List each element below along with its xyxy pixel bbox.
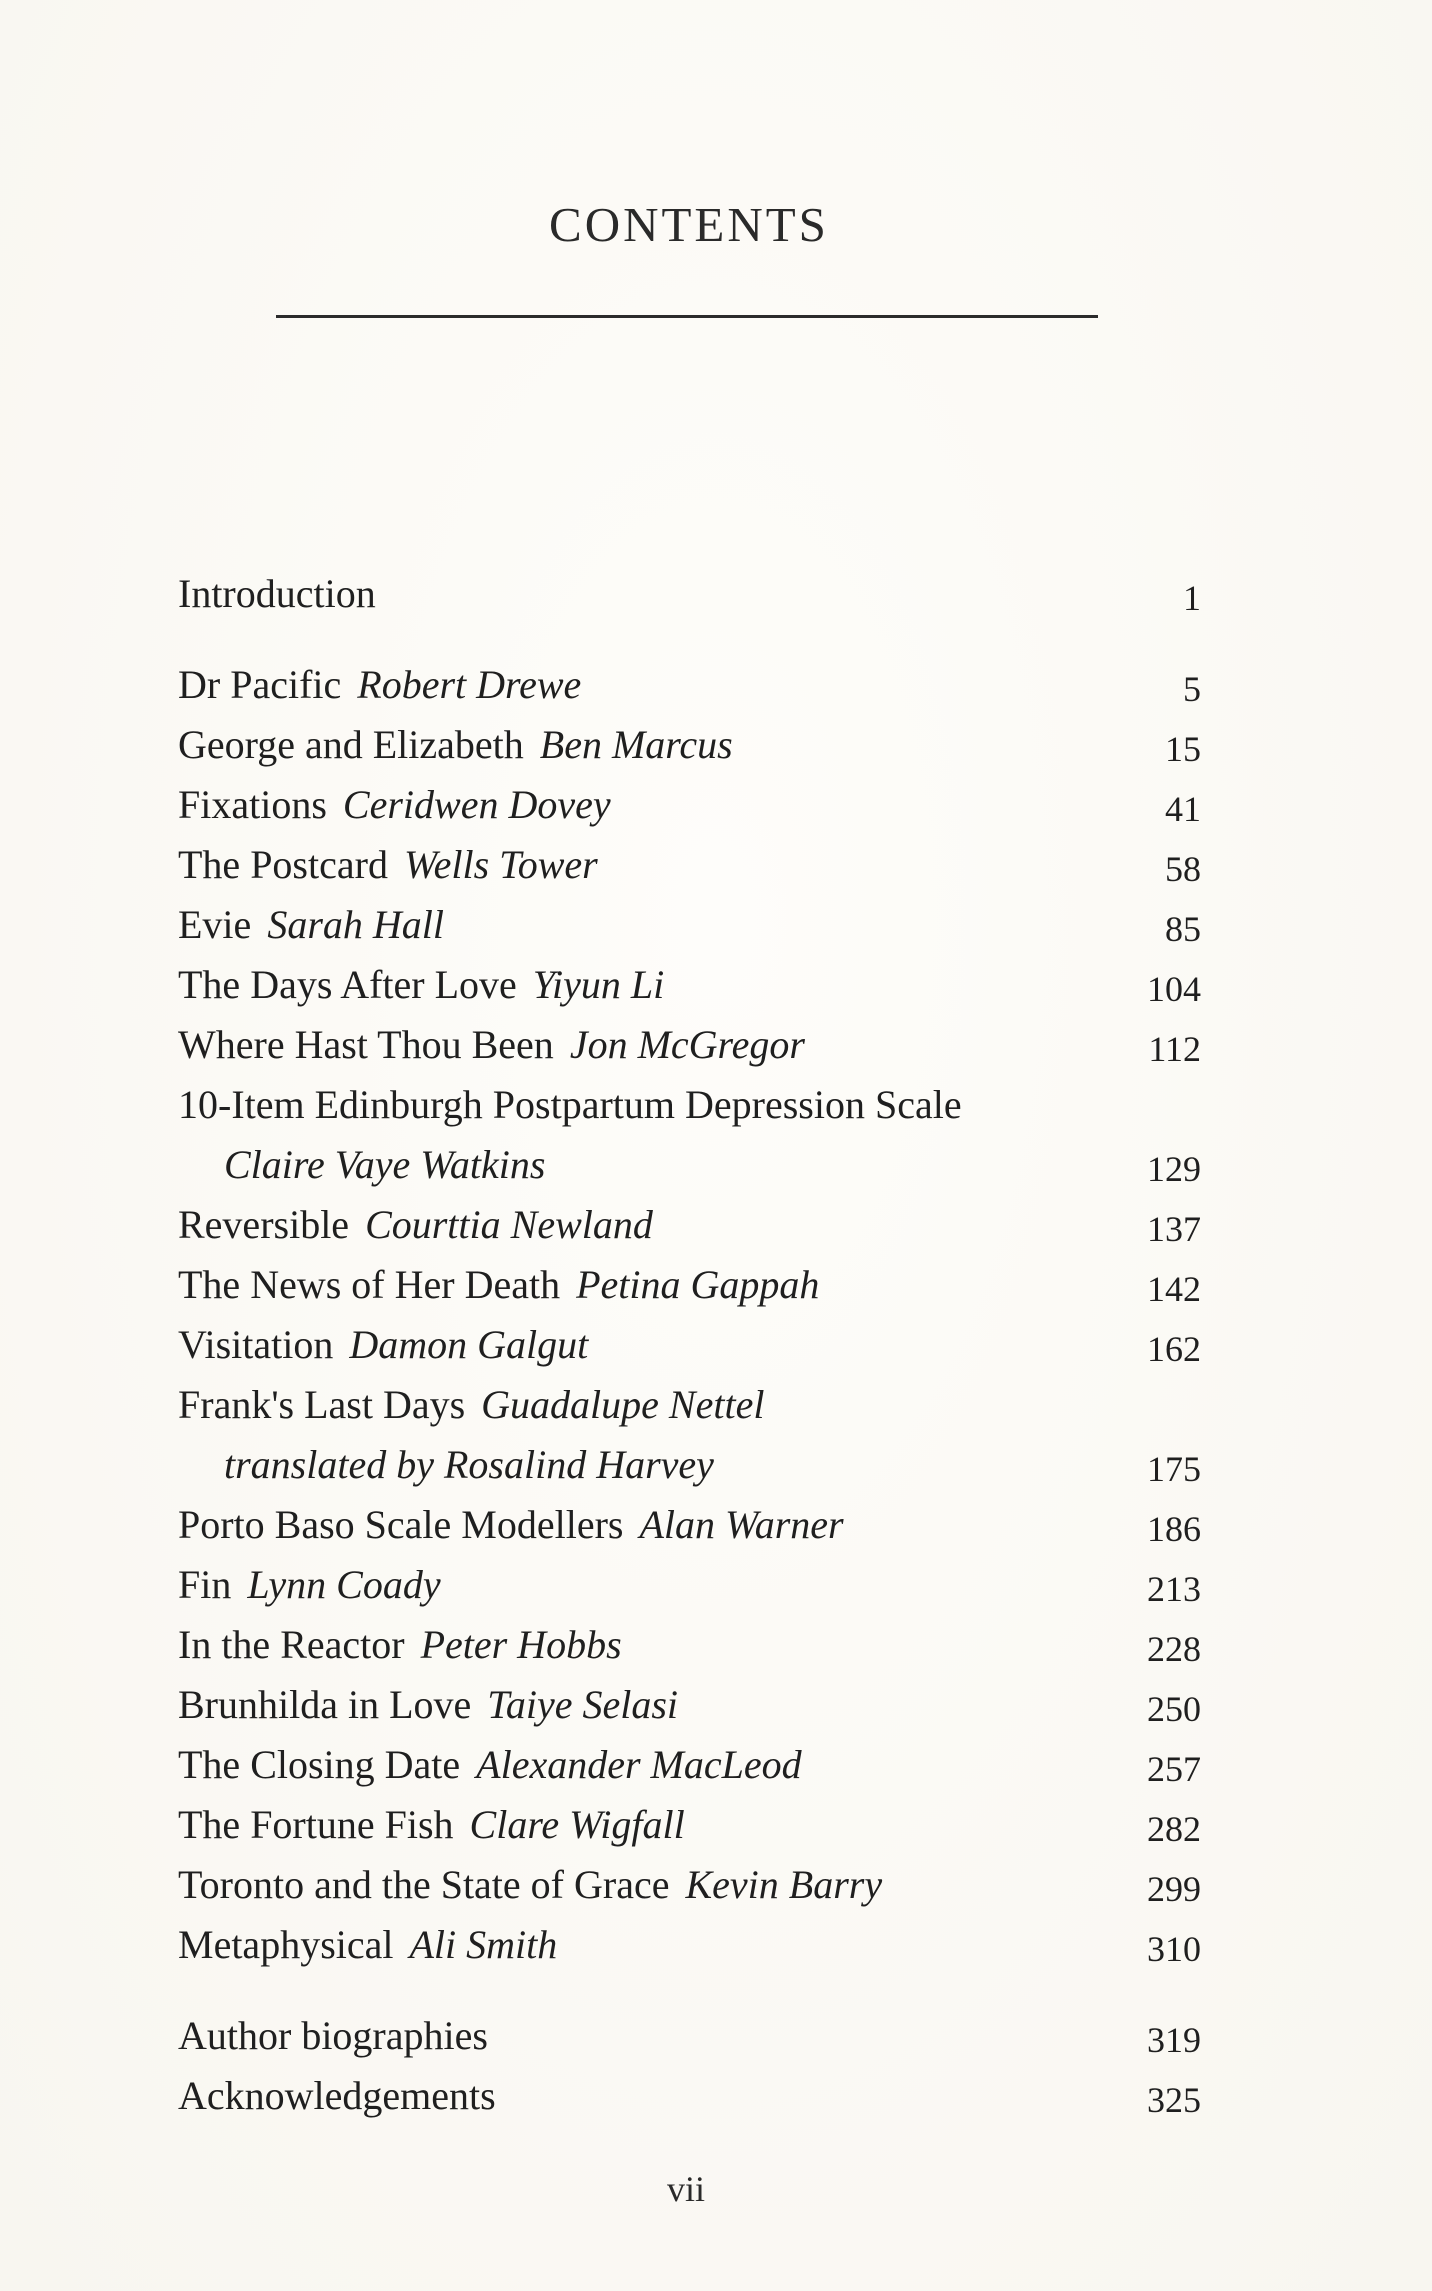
entry-author: Petina Gappah	[576, 1262, 820, 1307]
entry-author: Courttia Newland	[365, 1202, 653, 1247]
entry-author: Ben Marcus	[539, 722, 733, 767]
toc-entry	[178, 1375, 1203, 1435]
entry-title: Fixations	[178, 782, 327, 827]
entry-title: Dr Pacific	[178, 662, 342, 707]
entry-page: 104	[1147, 969, 1201, 1009]
toc-entry	[178, 1735, 1203, 1795]
entry-page: 186	[1147, 1509, 1201, 1549]
entry-title: Where Hast Thou Been	[178, 1022, 554, 1067]
entry-page: 228	[1147, 1629, 1201, 1669]
entry-title: 10-Item Edinburgh Postpartum Depression Scale	[178, 1082, 962, 1127]
entry-author: translated by Rosalind Harvey	[224, 1442, 714, 1487]
toc-entry	[178, 1015, 1203, 1075]
toc-entry	[178, 655, 1203, 715]
toc-entry	[178, 1615, 1203, 1675]
entry-author: Alan Warner	[639, 1502, 844, 1547]
entry-page: 310	[1147, 1929, 1201, 1969]
entry-title: Author biographies	[178, 2013, 488, 2058]
entry-title: Brunhilda in Love	[178, 1682, 472, 1727]
toc-entry	[178, 1195, 1203, 1255]
toc-entry	[178, 1075, 1203, 1135]
entry-title: Visitation	[178, 1322, 334, 1367]
page-title: CONTENTS	[549, 197, 829, 252]
entry-page: 299	[1147, 1869, 1201, 1909]
toc-entry-continued	[178, 1435, 1203, 1495]
entry-title: Frank's Last Days	[178, 1382, 466, 1427]
entry-author: Clare Wigfall	[469, 1802, 685, 1847]
entry-author: Jon McGregor	[569, 1022, 805, 1067]
entry-page: 142	[1147, 1269, 1201, 1309]
toc-entry	[178, 1675, 1203, 1735]
toc-entry	[178, 715, 1203, 775]
entry-title: The Days After Love	[178, 962, 517, 1007]
toc-entry	[178, 1315, 1203, 1375]
entry-page: 58	[1165, 849, 1201, 889]
toc-entry	[178, 775, 1203, 835]
entry-title: Fin	[178, 1562, 232, 1607]
toc-entry	[178, 2066, 1203, 2126]
entry-page: 85	[1165, 909, 1201, 949]
entry-page: 282	[1147, 1809, 1201, 1849]
toc-entry	[178, 564, 1203, 624]
entry-author: Wells Tower	[403, 842, 598, 887]
entry-title: The Fortune Fish	[178, 1802, 454, 1847]
entry-author: Guadalupe Nettel	[481, 1382, 765, 1427]
toc-entry	[178, 1255, 1203, 1315]
entry-author: Alexander MacLeod	[476, 1742, 802, 1787]
entry-page: 5	[1183, 669, 1201, 709]
entry-author: Robert Drewe	[357, 662, 582, 707]
entry-title: Toronto and the State of Grace	[178, 1862, 670, 1907]
entry-page: 129	[1147, 1149, 1201, 1189]
entry-title: Introduction	[178, 571, 376, 616]
entry-page: 213	[1147, 1569, 1201, 1609]
toc-entry-continued	[178, 1135, 1203, 1195]
entry-page: 41	[1165, 789, 1201, 829]
entry-title: George and Elizabeth	[178, 722, 524, 767]
entry-author: Claire Vaye Watkins	[224, 1142, 546, 1187]
entry-author: Damon Galgut	[349, 1322, 589, 1367]
entry-author: Ali Smith	[409, 1922, 558, 1967]
entry-title: The News of Her Death	[178, 1262, 561, 1307]
entry-author: Yiyun Li	[532, 962, 665, 1007]
entry-title: Acknowledgements	[178, 2073, 496, 2118]
entry-author: Kevin Barry	[685, 1862, 883, 1907]
toc-entry	[178, 835, 1203, 895]
entry-author: Ceridwen Dovey	[342, 782, 611, 827]
entry-page: 15	[1165, 729, 1201, 769]
entry-author: Sarah Hall	[267, 902, 444, 947]
entry-page: 162	[1147, 1329, 1201, 1369]
entry-page: 250	[1147, 1689, 1201, 1729]
entry-page: 257	[1147, 1749, 1201, 1789]
toc-entry	[178, 1495, 1203, 1555]
entry-title: The Closing Date	[178, 1742, 461, 1787]
entry-page: 112	[1148, 1029, 1201, 1069]
toc-entry	[178, 1555, 1203, 1615]
entry-title: In the Reactor	[178, 1622, 405, 1667]
entry-title: Reversible	[178, 1202, 350, 1247]
entry-page: 319	[1147, 2020, 1201, 2060]
entry-title: Porto Baso Scale Modellers	[178, 1502, 624, 1547]
toc-entry	[178, 2006, 1203, 2066]
entry-page: 175	[1147, 1449, 1201, 1489]
entry-title: Metaphysical	[178, 1922, 394, 1967]
entry-author: Lynn Coady	[247, 1562, 441, 1607]
entry-author: Taiye Selasi	[487, 1682, 679, 1727]
toc-entry	[178, 1855, 1203, 1915]
page-number: vii	[666, 2169, 705, 2209]
title-rule	[276, 315, 1098, 318]
toc-entry	[178, 955, 1203, 1015]
toc-entry	[178, 1915, 1203, 1975]
entry-title: Evie	[178, 902, 252, 947]
entry-author: Peter Hobbs	[420, 1622, 622, 1667]
entry-title: The Postcard	[178, 842, 388, 887]
entry-page: 325	[1147, 2080, 1201, 2120]
toc-entry	[178, 895, 1203, 955]
entry-page: 137	[1147, 1209, 1201, 1249]
toc-entry	[178, 1795, 1203, 1855]
entry-page: 1	[1183, 578, 1201, 618]
